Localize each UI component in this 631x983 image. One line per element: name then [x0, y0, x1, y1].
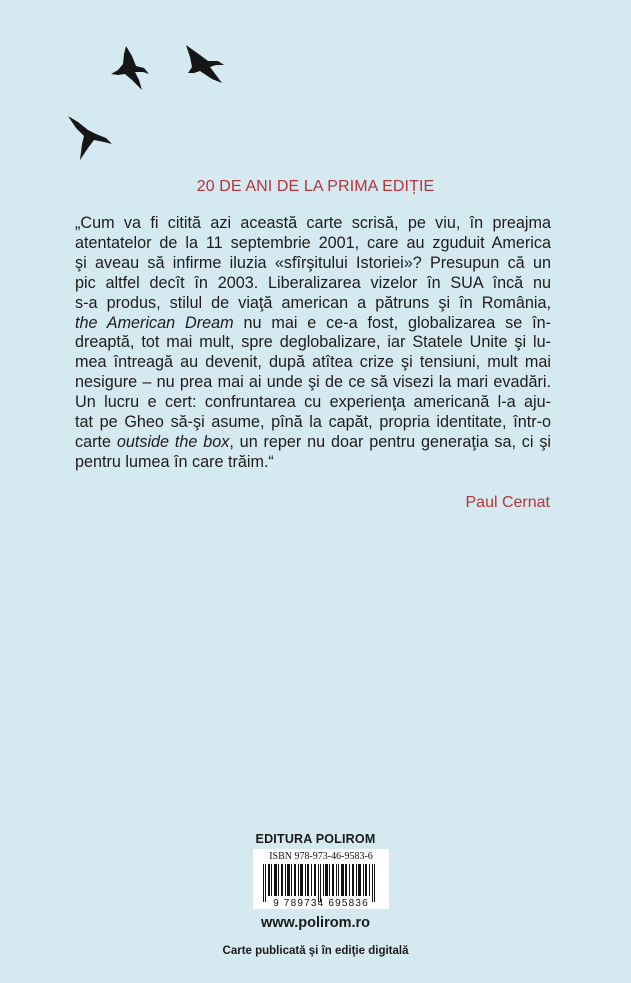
edition-subtitle: 20 DE ANI DE LA PRIMA EDIȚIE: [196, 178, 435, 195]
quote-line-start: carte: [75, 432, 117, 451]
quote-line: s-a produs, stilul de viaţă american a pătruns şi în România,: [75, 293, 551, 312]
quote-italic-phrase: the American Dream: [75, 313, 234, 332]
quote-line: pic altfel decît în 2003. Liberalizarea vizelor în SUA încă nu: [75, 273, 551, 292]
quote-line: tat pe Gheo să-şi asume, pînă la capăt, propria identitate, într-o: [75, 413, 551, 432]
quote-line: nesigure – nu prea mai ai unde şi de ce să visezi la mari evadări.: [75, 373, 551, 392]
quote-line: atentatelor de la 11 septembrie 2001, care au zguduit America: [75, 233, 551, 252]
quote-line: [75, 314, 551, 334]
quote-line: „Cum va fi citită azi această carte scrisă, pe viu, în preajma: [75, 214, 551, 232]
quote-line-rest: nu mai e ce-a fost, globalizarea se în-: [233, 313, 551, 332]
quote-line: Un lucru e cert: confruntarea cu experienţa americană l-a aju-: [75, 393, 551, 412]
digital-edition-note: Carte publicată şi în ediţie digitală: [222, 945, 409, 957]
bird-icon: [108, 44, 152, 92]
isbn-barcode: [253, 849, 389, 909]
quote-line: dreaptă, tot mai mult, spre deglobalizare, iar Statele Unite şi lu-: [75, 333, 551, 352]
quote-line: mea întreagă au devenit, după atîtea crize şi tensiuni, mult mai: [75, 353, 551, 372]
quote-line: şi aveau să infirme iluzia «sfîrşitului Istoriei»? Presupun că un: [75, 253, 551, 272]
cover-quote: [75, 214, 551, 473]
quote-line-rest: , un reper nu doar pentru generaţia sa, ci şi: [229, 432, 552, 451]
barcode-icon: [257, 864, 385, 908]
bird-icon: [66, 114, 116, 164]
isbn-number: ISBN 978-973-46-9583-6: [269, 851, 373, 862]
quote-line: [75, 433, 551, 453]
bird-icon: [182, 43, 226, 87]
barcode-digits: 9 789734 695836: [273, 898, 369, 908]
publisher-name: EDITURA POLIROM: [255, 832, 376, 846]
publisher-website[interactable]: www.polirom.ro: [260, 915, 371, 931]
quote-italic-phrase: outside the box: [116, 432, 230, 451]
quote-line: pentru lumea în care trăim.“: [75, 452, 274, 471]
quote-author: Paul Cernat: [465, 494, 550, 511]
